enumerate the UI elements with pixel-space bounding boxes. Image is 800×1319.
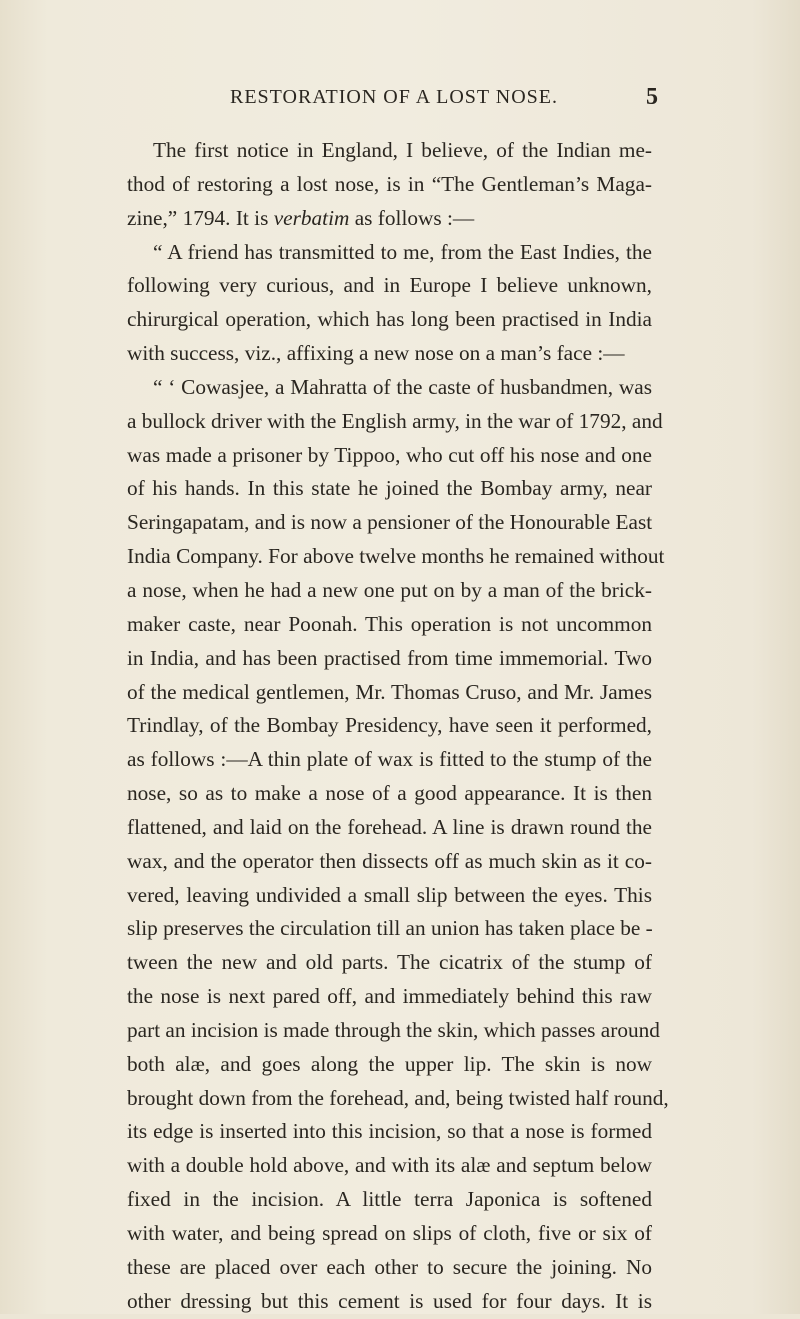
- text-line: Seringapatam, and is now a pensioner of the Honourable East: [127, 510, 653, 535]
- text-line: as follows :—A thin plate of wax is fitted to the stump of the: [127, 747, 652, 772]
- text-line: Trindlay, of the Bombay Presidency, have seen it performed,: [127, 713, 652, 738]
- text-line: The first notice in England, I believe, of the Indian me-: [153, 138, 652, 162]
- text-line: maker caste, near Poonah. This operation is not uncommon: [127, 611, 652, 636]
- text-line: slip preserves the circulation till an union has taken place be -: [127, 916, 653, 941]
- text-line: “ ‘ Cowasjee, a Mahratta of the caste of husbandmen, was: [153, 374, 652, 399]
- text-line: chirurgical operation, which has long been practised in India: [127, 307, 652, 332]
- text-line: a nose, when he had a new one put on by a man of the brick-: [127, 577, 652, 602]
- running-head: RESTORATION OF A LOST NOSE.: [230, 86, 558, 108]
- text-line: both alæ, and goes along the upper lip. The skin is now: [127, 1051, 652, 1076]
- text-line: of the medical gentlemen, Mr. Thomas Cruso, and Mr. James: [127, 679, 652, 704]
- text-line: wax, and the operator then dissects off as much skin as it co-: [127, 848, 652, 873]
- page-number: 5: [646, 84, 658, 110]
- text-line: a bullock driver with the English army, in the war of 1792, and: [127, 408, 663, 433]
- text-line: the nose is next pared off, and immediately behind this raw: [127, 984, 652, 1009]
- text-line: “ A friend has transmitted to me, from the East Indies, the: [153, 239, 652, 264]
- text-line: India Company. For above twelve months he remained without: [127, 544, 665, 569]
- italic-word: verbatim: [273, 205, 350, 230]
- text-line: with success, viz., affixing a new nose on a man’s face :—: [127, 341, 625, 366]
- text-line: these are placed over each other to secure the joining. No: [127, 1254, 652, 1279]
- text-line: tween the new and old parts. The cicatrix of the stump of: [127, 950, 652, 975]
- text-line: its edge is inserted into this incision, so that a nose is formed: [127, 1119, 652, 1144]
- text-line: with water, and being spread on slips of cloth, five or six of: [127, 1221, 652, 1245]
- text-line: zine,” 1794. It is verbatim as follows :—: [127, 205, 475, 230]
- text-line: thod of restoring a lost nose, is in “The Gentleman’s Maga-: [127, 171, 652, 196]
- text-line: nose, so as to make a nose of a good appearance. It is then: [127, 781, 652, 806]
- text-line: vered, leaving undivided a small slip between the eyes. This: [127, 882, 652, 907]
- text-line: following very curious, and in Europe I believe unknown,: [127, 273, 652, 298]
- text-line: part an incision is made through the skin, which passes around: [127, 1017, 660, 1042]
- text-line: brought down from the forehead, and, being twisted half round,: [127, 1085, 669, 1110]
- body-text: [127, 134, 669, 1319]
- text-line: of his hands. In this state he joined the Bombay army, near: [127, 476, 652, 501]
- text-line: fixed in the incision. A little terra Japonica is softened: [127, 1187, 652, 1212]
- text-line: was made a prisoner by Tippoo, who cut off his nose and one: [127, 442, 652, 467]
- text-line: in India, and has been practised from time immemorial. Two: [127, 645, 652, 670]
- text-line: flattened, and laid on the forehead. A line is drawn round the: [127, 814, 652, 839]
- page-header: [118, 86, 658, 116]
- text-line: with a double hold above, and with its alæ and septum below: [127, 1153, 652, 1178]
- text-line: other dressing but this cement is used for four days. It is: [127, 1288, 652, 1313]
